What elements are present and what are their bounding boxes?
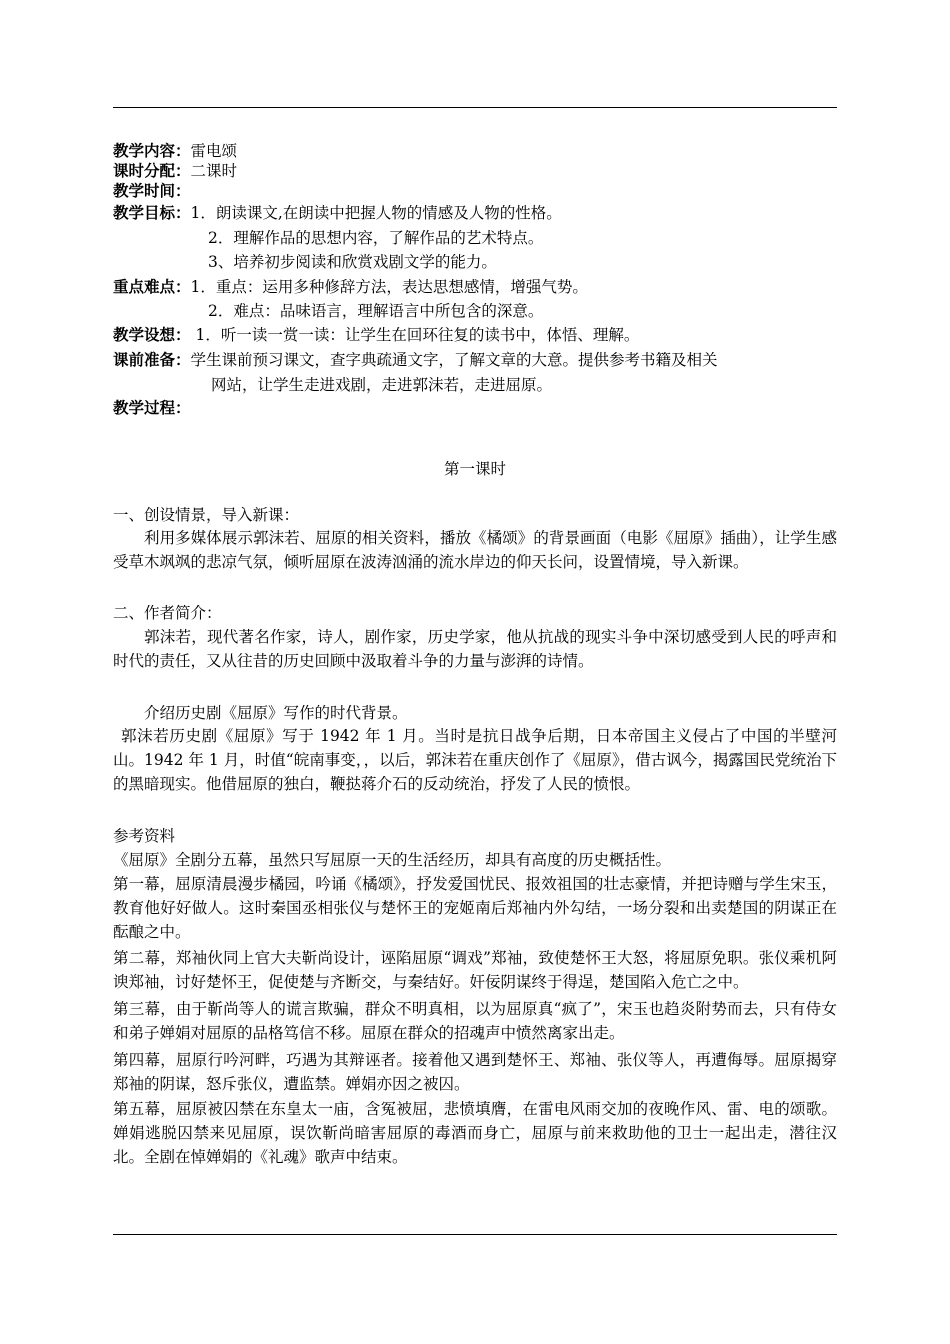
time-row <box>113 181 191 201</box>
key-point-1: 1．重点：运用多种修辞方法，表达思想感情，增强气势。 <box>190 278 588 296</box>
act-2: 第二幕，郑袖伙同上官大夫靳尚设计，诬陷屈原“调戏”郑袖，致使楚怀王大怒，将屈原免职。张仪乘机阿谀郑袖，讨好楚怀王，促使楚与齐断交，与秦结好。奸佞阴谋终于得逞，楚国陷入危亡之中。 <box>113 949 837 991</box>
process-row <box>113 398 191 418</box>
idea-value: 1．听一读一赏一读：让学生在回环往复的读书中，体悟、理解。 <box>195 326 640 344</box>
reference-summary: 《屈原》全剧分五幕，虽然只写屈原一天的生活经历，却具有高度的历史概括性。 <box>113 851 672 869</box>
act-5: 第五幕，屈原被囚禁在东皇太一庙，含冤被屈，悲愤填膺，在雷电风雨交加的夜晚作风、雷、电的颂歌。婵娟逃脱囚禁来见屈原，误饮靳尚暗害屈原的毒酒而身亡，屈原与前来救助他的卫士一起出走，潜往汉北。全剧在悼婵娟的《礼魂》歌声中结束。 <box>113 1100 837 1166</box>
prep-line-2: 网站，让学生走进戏剧，走进郭沫若，走进屈原。 <box>211 376 553 394</box>
bottom-rule <box>113 1234 837 1235</box>
lesson-title: 第一课时 <box>443 460 506 478</box>
goals-row <box>113 203 562 223</box>
act-1: 第一幕，屈原清晨漫步橘园，吟诵《橘颂》，抒发爱国忧民、报效祖国的壮志豪情，并把诗赠与学生宋玉，教育他好好做人。这时秦国丞相张仪与楚怀王的宠姬南后郑袖内外勾结，一场分裂和出卖楚国的阴谋正在酝酿之中。 <box>113 875 837 941</box>
section1-body: 利用多媒体展示郭沫若、屈原的相关资料，播放《橘颂》的背景画面（电影《屈原》插曲），让学生感受草木飒飒的悲凉气氛，倾听屈原在波涛汹涌的流水岸边的仰天长问，设置情境，导入新课。 <box>113 529 837 571</box>
top-rule <box>113 107 837 108</box>
content-value: 雷电颂 <box>190 142 238 160</box>
process-label: 教学过程： <box>113 399 191 417</box>
goal-3: 3、培养初步阅读和欣赏戏剧文学的能力。 <box>208 253 497 271</box>
section2-body: 郭沫若，现代著名作家，诗人，剧作家，历史学家，他从抗战的现实斗争中深切感受到人民的呼声和时代的责任，又从往昔的历史回顾中汲取着斗争的力量与澎湃的诗情。 <box>113 628 837 670</box>
section1-heading: 一、创设情景，导入新课： <box>113 506 300 524</box>
reference-heading: 参考资料 <box>113 827 176 845</box>
time-label: 教学时间： <box>113 182 191 200</box>
key-point-2: 2．难点：品味语言，理解语言中所包含的深意。 <box>208 302 544 320</box>
prep-line-1: 学生课前预习课文，查字典疏通文字，了解文章的大意。提供参考书籍及相关 <box>190 351 718 369</box>
act-3: 第三幕，由于靳尚等人的谎言欺骗，群众不明真相，以为屈原真“疯了”，宋玉也趋炎附势而去，只有侍女和弟子婵娟对屈原的品格笃信不移。屈原在群众的招魂声中愤然离家出走。 <box>113 1000 837 1042</box>
period-label: 课时分配： <box>113 162 191 180</box>
idea-label: 教学设想： <box>113 326 191 344</box>
prep-row <box>113 350 718 370</box>
prep-label: 课前准备： <box>113 351 191 369</box>
goal-2: 2．理解作品的思想内容，了解作品的艺术特点。 <box>208 229 544 247</box>
key-label: 重点难点： <box>113 278 191 296</box>
period-row <box>113 161 237 181</box>
content-label: 教学内容： <box>113 142 191 160</box>
period-value: 二课时 <box>190 162 238 180</box>
goal-1: 1．朗读课文,在朗读中把握人物的情感及人物的性格。 <box>190 204 562 222</box>
background-intro: 介绍历史剧《屈原》写作的时代背景。 <box>144 704 408 722</box>
key-row <box>113 277 588 297</box>
section2-heading: 二、作者简介： <box>113 604 222 622</box>
act-4: 第四幕，屈原行吟河畔，巧遇为其辩诬者。接着他又遇到楚怀王、郑袖、张仪等人，再遭侮辱。屈原揭穿郑袖的阴谋，怒斥张仪，遭监禁。婵娟亦因之被囚。 <box>113 1051 837 1093</box>
background-body: 郭沫若历史剧《屈原》写于 1942 年 1 月。当时是抗日战争后期，日本帝国主义侵占了中国的半壁河山。1942 年 1 月，时值“皖南事变，，以后，郭沫若在重庆创作了《屈原》，借古讽今，揭露国民党统治下的黑暗现实。他借屈原的独白，鞭挞蒋介石的反动统治，抒发了人民的愤恨。 <box>113 727 837 793</box>
idea-row <box>113 325 639 345</box>
content-row <box>113 141 237 161</box>
goals-label: 教学目标： <box>113 204 191 222</box>
